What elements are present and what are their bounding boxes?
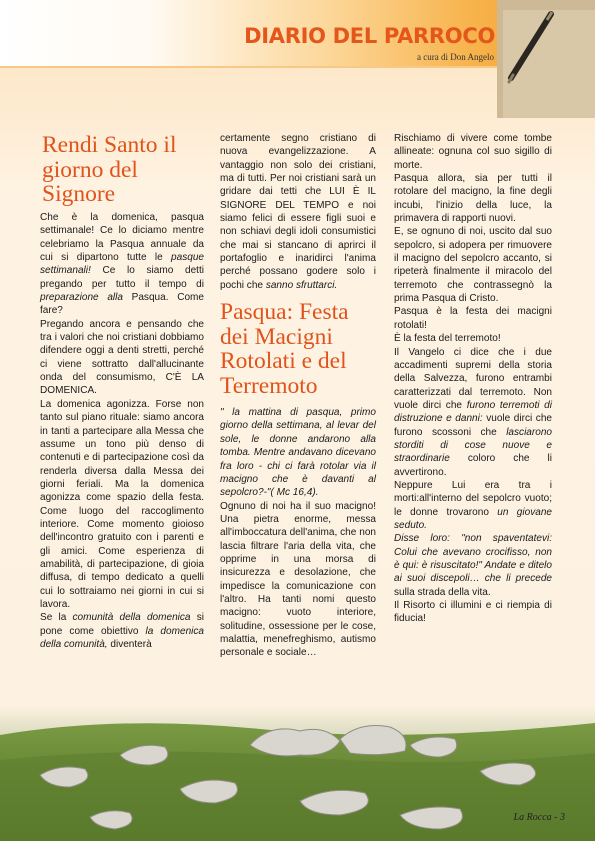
rocky-meadow-photo bbox=[0, 705, 595, 841]
column-3 bbox=[394, 132, 552, 626]
article-1-paragraph-3: La domenica agonizza. Forse non tanto sul piano rituale: siamo ancora in tanti a partecipare alla Messa che assume un tono più denso di contenuti e di partecipazione così da renderla diversa dalla Messa dei giorni feriali. Ma la domenica agonizza come spazio della festa. Come luogo del raccoglimento interiore. Come momento gioioso dell'incontro gratuito con i parenti e gli amici. Come esperienza di amabilità, di partecipazione, di gioia diffusa, di tempo dedicato a quelli cui lo sottraiamo nei giorni in cui si lavora. bbox=[40, 398, 204, 610]
article-2-paragraph-6: È la festa del terremoto! bbox=[394, 333, 501, 345]
article-2-paragraph-5: Pasqua è la festa dei macigni rotolati! bbox=[394, 306, 552, 331]
section-author: a cura di Don Angelo bbox=[417, 52, 494, 62]
article-2-paragraph-2: Rischiamo di vivere come tombe allineate: ognuna col suo sigillo di morte. bbox=[394, 133, 552, 171]
article-2-paragraph-4: E, se ognuno di noi, uscito dal suo sepolcro, si adopera per rimuovere il macigno del sepolcro accanto, si ripeterà finalmente il miracolo del terremoto che contrassegnò la prima Pasqua di Cristo. bbox=[394, 226, 552, 305]
article-2-paragraph-9: Disse loro: "non spaventatevi: Colui che avevano crocifisso, non è qui: è risuscitato!" Andate e ditelo ai suoi discepoli… che li precede sulla strada della vita. bbox=[394, 533, 552, 598]
column-1 bbox=[40, 211, 204, 651]
gospel-quote: " la mattina di pasqua, primo giorno della settimana, al levar del sole, le donne andarono alla tomba. Mentre andavano dicevano fra loro - chi ci farà rotolar via il macigno che è davanti al sepolcro?-"( Mc 16,4). bbox=[220, 407, 376, 499]
article-1-title: Rendi Santo il giorno del Signore bbox=[42, 132, 177, 207]
article-1-paragraph-1: Che è la domenica, pasqua settimanale! Ce lo diciamo mentre celebriamo la Pasqua annuale da cui si dipartono tutte le pasque settimanali! Ce lo siamo detti pregando per tutto il tempo di preparazione alla Pasqua. Come fare? bbox=[40, 212, 204, 317]
article-2-paragraph-3: Pasqua allora, sia per tutti il rotolare del macigno, la fine degli incubi, l'inizio della luce, la primavera di rapporti nuovi. bbox=[394, 173, 552, 225]
article-2-paragraph-1: Ognuno di noi ha il suo macigno! Una pietra enorme, messa all'imboccatura dell'anima, che non lascia filtrare l'aria della vita, che opprime in una morsa di insicurezza e desolazione, che impedisce la comunicazione con l'altro. Ha tanti nomi questo macigno: vuoto interiore, solitudine, ossessione per le cose, malattia, menefreghismo, autismo personale e sociale… bbox=[220, 500, 376, 659]
article-2-paragraph-7: Il Vangelo ci dice che i due accadimenti supremi della storia della Salvezza, furono entrambi caratterizzati dal terremoto. Non vuole dirci che furono terremoti di distruzione e danni: vuole dirci che furono scossoni che lasciarono storditi di cose nuove e straordinarie coloro che li avvertirono. bbox=[394, 346, 552, 478]
section-title: DIARIO DEL PARROCO bbox=[244, 24, 495, 48]
article-1-paragraph-5: certamente segno cristiano di nuova evangelizzazione. A vantaggio non solo dei cristiani, ma di tutti. Per noi cristiani sarà un gridare dai tetti che LUI È IL SIGNORE DEL TEMPO e noi siamo felici di essere figli suoi e non schiavi degli idoli consumistici che mai si stancano di aprirci il portafoglio e inaridirci l'anima perché possano godere solo i pochi che sanno sfruttarci. bbox=[220, 133, 376, 291]
page-footer: La Rocca - 3 bbox=[513, 812, 565, 823]
article-2-title: Pasqua: Festa dei Macigni Rotolati e del Terremoto bbox=[220, 299, 349, 399]
article-1-paragraph-2: Pregando ancora e pensando che tra i valori che noi cristiani dobbiamo difendere oggi a denti stretti, perché ci viene sottratto dall'allucinante onda del consumismo, C'È LA DOMENICA. bbox=[40, 318, 204, 397]
pen-icon bbox=[497, 0, 595, 118]
pen-photo bbox=[497, 0, 595, 118]
column-2 bbox=[220, 132, 376, 660]
article-2-paragraph-10: Il Risorto ci illumini e ci riempia di fiducia! bbox=[394, 600, 552, 625]
article-1-paragraph-4: Se la comunità della domenica si pone come obiettivo la domenica della comunità, diventerà bbox=[40, 612, 204, 650]
article-2-paragraph-8: Neppure Lui era tra i morti:all'interno del sepolcro vuoto; le donne trovarono un giovane seduto. bbox=[394, 479, 552, 531]
